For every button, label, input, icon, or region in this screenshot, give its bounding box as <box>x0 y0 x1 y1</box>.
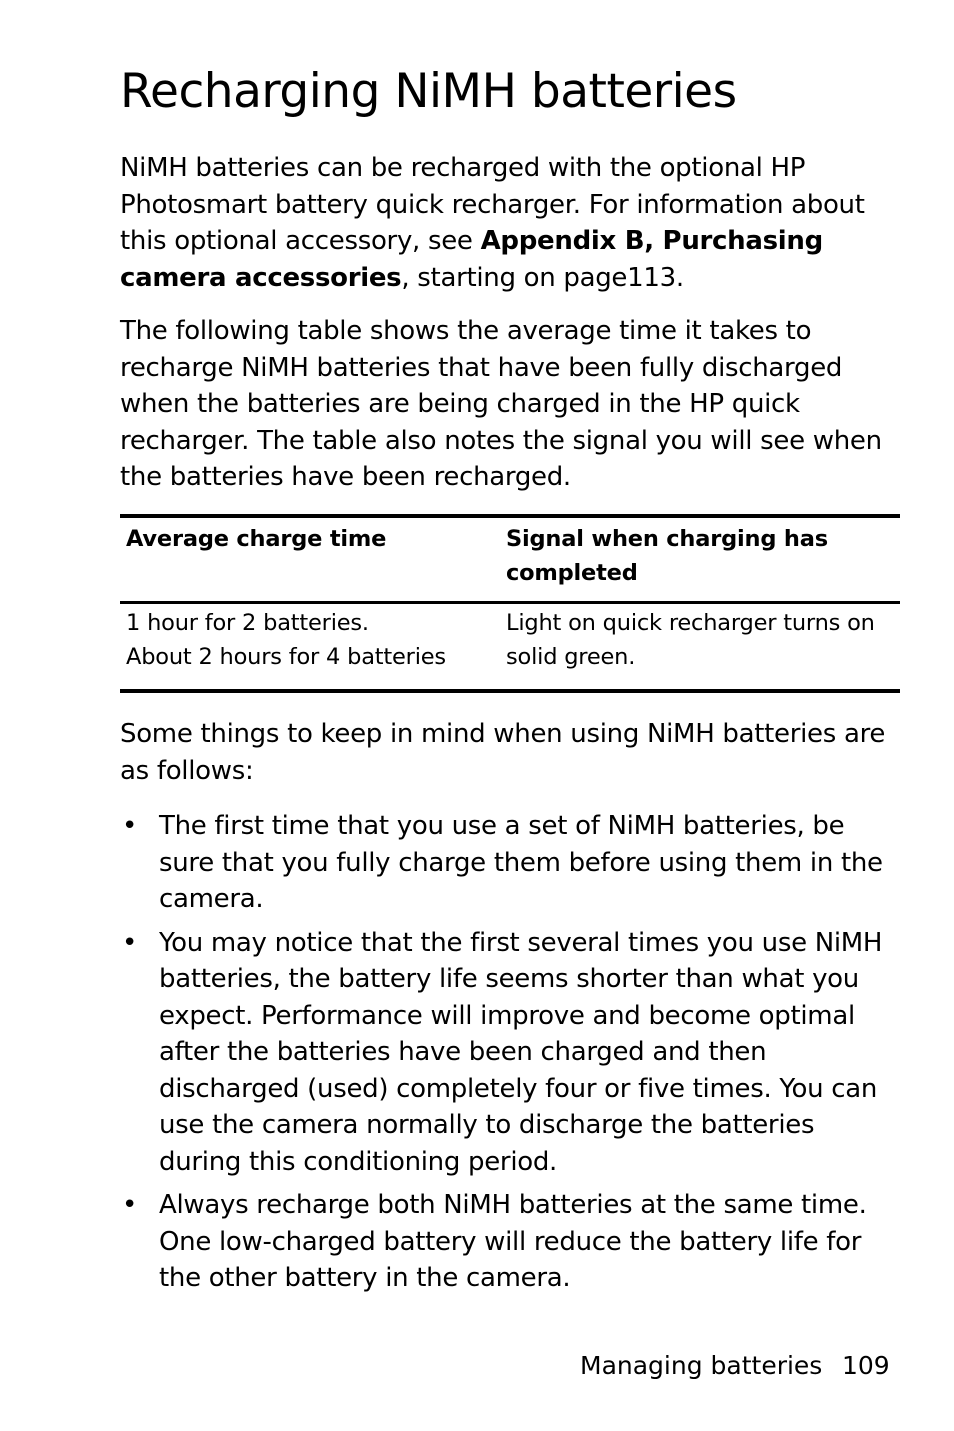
table-cell-signal: Light on quick recharger turns on solid green. <box>506 610 875 670</box>
bullet-icon: • <box>122 927 138 958</box>
list-item <box>120 925 900 1181</box>
tips-intro-paragraph: Some things to keep in mind when using NiMH batteries are as follows: <box>120 719 886 786</box>
list-item-text: You may notice that the first several times you use NiMH batteries, the battery life seems shorter than what you expect. Performance will improve and become optimal after the batteries have been charged and then discharged (used) completely four or five times. You can use the camera normally to discharge the batteries during this conditioning period. <box>159 927 883 1177</box>
page-footer <box>0 1346 954 1386</box>
list-item-text: Always recharge both NiMH batteries at the same time. One low-charged battery will reduce the battery life for the other battery in the camera. <box>159 1190 867 1293</box>
bullet-icon: • <box>122 1190 138 1220</box>
page-number: 109 <box>842 1351 890 1380</box>
bullet-icon: • <box>122 811 138 841</box>
intro-text-1: NiMH batteries can be recharged with the optional HP Photosmart battery quick recharger. For information about this optional accessory, see <box>120 153 865 256</box>
list-item <box>120 808 900 918</box>
charge-time-line-1: 1 hour for 2 batteries. <box>126 610 369 636</box>
charge-time-table <box>120 514 900 694</box>
table-intro-paragraph: The following table shows the average time it takes to recharge NiMH batteries that have been fully discharged when the batteries are being charged in the HP quick recharger. The table also notes the signal you will see when the batteries have been recharged. <box>120 316 882 492</box>
table-header-signal: Signal when charging has completed <box>506 526 828 586</box>
appendix-reference: Appendix B, Purchasing camera accessories <box>120 226 823 293</box>
table-header-rule <box>120 601 900 604</box>
intro-text-2: , starting on page113. <box>401 262 684 293</box>
list-item <box>120 1187 900 1297</box>
page-title: Recharging NiMH batteries <box>120 64 737 119</box>
tips-list <box>120 808 900 1304</box>
table-header-charge-time: Average charge time <box>126 526 387 552</box>
table-cell-charge-time <box>126 606 496 674</box>
intro-paragraph <box>120 150 895 296</box>
table-top-rule <box>120 514 900 518</box>
list-item-text: The first time that you use a set of NiMH batteries, be sure that you fully charge them before using them in the camera. <box>159 811 883 914</box>
table-bottom-rule <box>120 689 900 693</box>
footer-section-title: Managing batteries <box>580 1351 823 1380</box>
charge-time-line-2: About 2 hours for 4 batteries <box>126 644 446 670</box>
